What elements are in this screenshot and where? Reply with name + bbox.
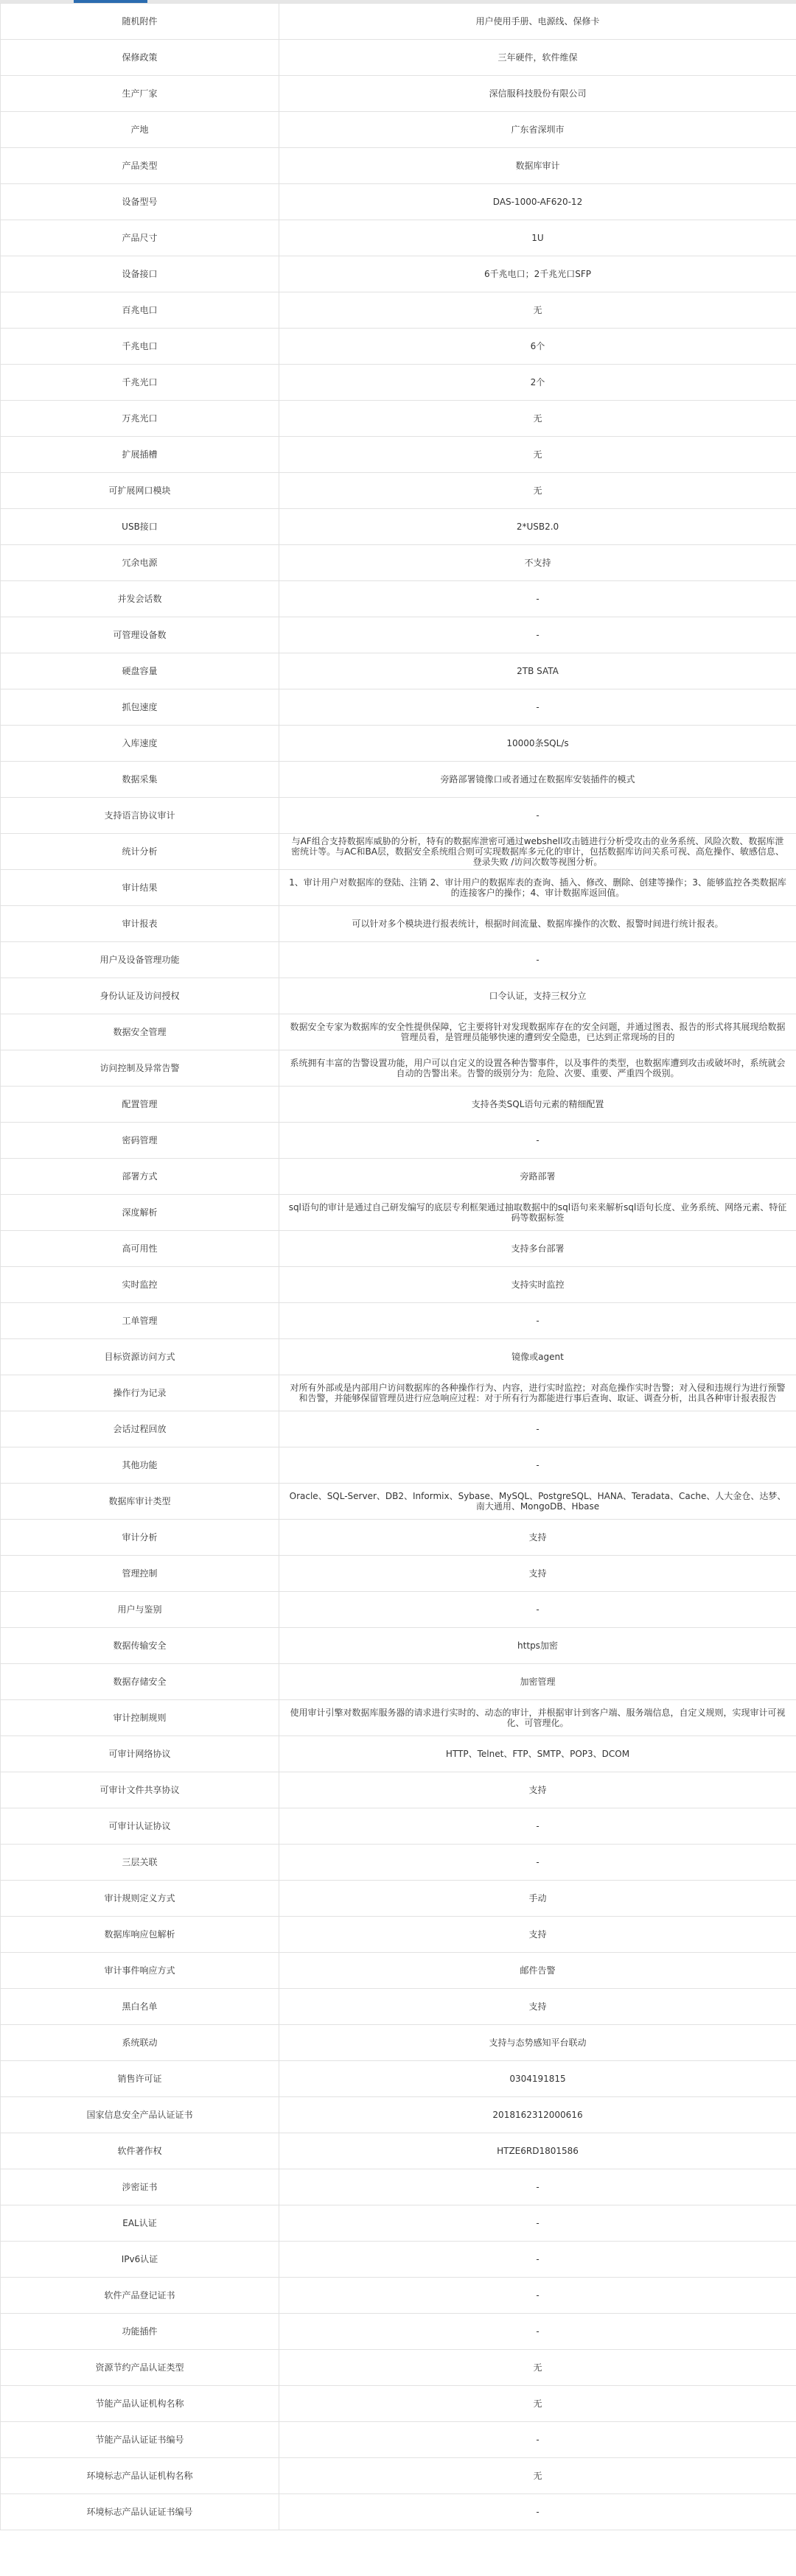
table-row (1, 689, 796, 726)
spec-value: - (279, 2422, 796, 2458)
spec-value: - (279, 942, 796, 978)
spec-key: 设备接口 (1, 256, 279, 292)
spec-value: 无 (279, 2386, 796, 2422)
table-row (1, 1050, 796, 1087)
spec-value: sql语句的审计是通过自己研发编写的底层专利框架通过抽取数据中的sql语句来来解析sql语句长度、业务系统、网络元素、特征码等数据标签 (279, 1195, 796, 1231)
spec-value: 系统拥有丰富的告警设置功能，用户可以自定义的设置各种告警事件，以及事件的类型，也数据库遭到攻击或破坏时，系统就会自动的告警出来。告警的级别分为：危险、次要、重要、严重四个级别。 (279, 1050, 796, 1087)
spec-key: 功能插件 (1, 2314, 279, 2350)
table-row (1, 726, 796, 762)
spec-key: 千兆电口 (1, 329, 279, 365)
spec-value: - (279, 2169, 796, 2205)
table-row (1, 4, 796, 40)
spec-key: 会话过程回放 (1, 1411, 279, 1447)
table-row (1, 2061, 796, 2097)
spec-key: 审计结果 (1, 870, 279, 906)
table-row (1, 1520, 796, 1556)
spec-value: https加密 (279, 1628, 796, 1664)
spec-key: 用户与鉴别 (1, 1592, 279, 1628)
spec-value: 支持实时监控 (279, 1267, 796, 1303)
spec-value: 2018162312000616 (279, 2097, 796, 2133)
table-row (1, 1087, 796, 1123)
table-row (1, 1123, 796, 1159)
spec-key: 密码管理 (1, 1123, 279, 1159)
spec-value: 支持 (279, 1917, 796, 1953)
table-row (1, 1881, 796, 1917)
spec-value: 2个 (279, 365, 796, 401)
spec-key: 生产厂家 (1, 76, 279, 112)
spec-value: HTZE6RD1801586 (279, 2133, 796, 2169)
table-row (1, 365, 796, 401)
table-row (1, 798, 796, 834)
table-row (1, 906, 796, 942)
table-row (1, 1917, 796, 1953)
spec-key: 黑白名单 (1, 1989, 279, 2025)
spec-key: 统计分析 (1, 834, 279, 870)
table-row (1, 2169, 796, 2205)
table-row (1, 256, 796, 292)
spec-value: DAS-1000-AF620-12 (279, 184, 796, 220)
spec-value: 无 (279, 437, 796, 473)
spec-table (0, 3, 796, 2530)
spec-table-body (1, 4, 796, 2530)
spec-key: 产品尺寸 (1, 220, 279, 256)
spec-value: 2*USB2.0 (279, 509, 796, 545)
spec-value: - (279, 1592, 796, 1628)
spec-key: 销售许可证 (1, 2061, 279, 2097)
spec-value: 不支持 (279, 545, 796, 581)
spec-key: 数据安全管理 (1, 1014, 279, 1050)
spec-value: - (279, 689, 796, 726)
spec-key: 硬盘容量 (1, 653, 279, 689)
spec-key: 并发会话数 (1, 581, 279, 617)
table-row (1, 220, 796, 256)
spec-key: 高可用性 (1, 1231, 279, 1267)
spec-value: - (279, 2205, 796, 2242)
spec-value: 6个 (279, 329, 796, 365)
spec-value: 旁路部署 (279, 1159, 796, 1195)
table-row (1, 2205, 796, 2242)
spec-key: 环境标志产品认证证书编号 (1, 2494, 279, 2530)
spec-key: 工单管理 (1, 1303, 279, 1339)
table-row (1, 2133, 796, 2169)
spec-value: - (279, 1123, 796, 1159)
table-row (1, 2422, 796, 2458)
spec-value: - (279, 1808, 796, 1845)
spec-key: 操作行为记录 (1, 1375, 279, 1411)
spec-key: 部署方式 (1, 1159, 279, 1195)
spec-key: 可扩展网口模块 (1, 473, 279, 509)
spec-key: 节能产品认证证书编号 (1, 2422, 279, 2458)
table-row (1, 437, 796, 473)
spec-key: 千兆光口 (1, 365, 279, 401)
spec-value: Oracle、SQL-Server、DB2、Informix、Sybase、MySQL、PostgreSQL、HANA、Teradata、Cache、人大金仓、达梦、南大通用、MongoDB、Hbase (279, 1484, 796, 1520)
spec-key: 软件著作权 (1, 2133, 279, 2169)
spec-value: 可以针对多个模块进行报表统计，根据时间流量、数据库操作的次数、报警时间进行统计报表。 (279, 906, 796, 942)
spec-key: 产地 (1, 112, 279, 148)
table-row (1, 1447, 796, 1484)
spec-key: 数据采集 (1, 762, 279, 798)
spec-key: 万兆光口 (1, 401, 279, 437)
table-row (1, 834, 796, 870)
spec-value: 口令认证，支持三权分立 (279, 978, 796, 1014)
table-row (1, 1411, 796, 1447)
spec-key: 冗余电源 (1, 545, 279, 581)
spec-key: 支持语言协议审计 (1, 798, 279, 834)
spec-key: 设备型号 (1, 184, 279, 220)
table-row (1, 1375, 796, 1411)
table-row (1, 762, 796, 798)
table-row (1, 2314, 796, 2350)
table-row (1, 1556, 796, 1592)
spec-value: 加密管理 (279, 1664, 796, 1700)
table-row (1, 1339, 796, 1375)
table-row (1, 942, 796, 978)
spec-value: - (279, 617, 796, 653)
table-row (1, 2025, 796, 2061)
spec-key: 百兆电口 (1, 292, 279, 329)
tab-bar (0, 0, 796, 3)
spec-key: 环境标志产品认证机构名称 (1, 2458, 279, 2494)
spec-key: 其他功能 (1, 1447, 279, 1484)
table-row (1, 1989, 796, 2025)
spec-value: 6千兆电口；2千兆光口SFP (279, 256, 796, 292)
spec-value: 支持 (279, 1989, 796, 2025)
spec-key: 数据库响应包解析 (1, 1917, 279, 1953)
spec-key: 随机附件 (1, 4, 279, 40)
table-row (1, 292, 796, 329)
spec-key: 目标资源访问方式 (1, 1339, 279, 1375)
spec-value: 镜像或agent (279, 1339, 796, 1375)
spec-key: 三层关联 (1, 1845, 279, 1881)
spec-key: 审计报表 (1, 906, 279, 942)
spec-value: 广东省深圳市 (279, 112, 796, 148)
spec-key: 数据库审计类型 (1, 1484, 279, 1520)
spec-key: 配置管理 (1, 1087, 279, 1123)
table-row (1, 1772, 796, 1808)
spec-key: IPv6认证 (1, 2242, 279, 2278)
spec-value: 无 (279, 2350, 796, 2386)
table-row (1, 509, 796, 545)
table-row (1, 2350, 796, 2386)
spec-value: 1、审计用户对数据库的登陆、注销 2、审计用户的数据库表的查询、插入、修改、删除、创建等操作；3、能够监控各类数据库的连接客户的操作；4、审计数据库返回值。 (279, 870, 796, 906)
spec-value: - (279, 2278, 796, 2314)
table-row (1, 1484, 796, 1520)
table-row (1, 617, 796, 653)
spec-key: 身份认证及访问授权 (1, 978, 279, 1014)
spec-key: 系统联动 (1, 2025, 279, 2061)
spec-key: 实时监控 (1, 1267, 279, 1303)
spec-value: 与AF组合支持数据库威胁的分析，特有的数据库泄密可通过webshell攻击链进行分析受攻击的业务系统、风险次数、数据库泄密统计等。与AC和BA层，数据安全系统组合则可实现数据库多元化的审计，包括数据库访问关系可视、高危操作、敏感信息、登录失败 /访问次数等视图分析。 (279, 834, 796, 870)
spec-value: 2TB SATA (279, 653, 796, 689)
table-row (1, 2278, 796, 2314)
table-row (1, 1014, 796, 1050)
spec-key: 扩展插槽 (1, 437, 279, 473)
table-row (1, 581, 796, 617)
spec-key: 入库速度 (1, 726, 279, 762)
spec-key: 涉密证书 (1, 2169, 279, 2205)
table-row (1, 2242, 796, 2278)
spec-value: 用户使用手册、电源线、保修卡 (279, 4, 796, 40)
spec-value: - (279, 2242, 796, 2278)
table-row (1, 1195, 796, 1231)
spec-key: 数据存储安全 (1, 1664, 279, 1700)
table-row (1, 148, 796, 184)
spec-value: 无 (279, 473, 796, 509)
spec-value: - (279, 1303, 796, 1339)
spec-value: 支持各类SQL语句元素的精细配置 (279, 1087, 796, 1123)
table-row (1, 870, 796, 906)
spec-value: 支持 (279, 1556, 796, 1592)
spec-value: 数据安全专家为数据库的安全性提供保障，它主要将针对发现数据库存在的安全问题，并通过图表、报告的形式将其展现给数据管理员看，是管理员能够快速的遭到安全隐患，已达到正常现场的目的 (279, 1014, 796, 1050)
spec-key: 产品类型 (1, 148, 279, 184)
spec-value: - (279, 798, 796, 834)
spec-key: USB接口 (1, 509, 279, 545)
spec-value: HTTP、Telnet、FTP、SMTP、POP3、DCOM (279, 1736, 796, 1772)
spec-value: 支持 (279, 1772, 796, 1808)
table-row (1, 76, 796, 112)
spec-key: 审计控制规则 (1, 1700, 279, 1736)
spec-key: 管理控制 (1, 1556, 279, 1592)
table-row (1, 2494, 796, 2530)
spec-value: - (279, 1411, 796, 1447)
table-row (1, 1231, 796, 1267)
spec-value: 支持 (279, 1520, 796, 1556)
table-row (1, 1628, 796, 1664)
spec-value: 旁路部署镜像口或者通过在数据库安装插件的模式 (279, 762, 796, 798)
table-row (1, 1664, 796, 1700)
spec-key: 可管理设备数 (1, 617, 279, 653)
spec-key: 审计事件响应方式 (1, 1953, 279, 1989)
table-row (1, 112, 796, 148)
table-row (1, 1303, 796, 1339)
table-row (1, 184, 796, 220)
spec-key: 保修政策 (1, 40, 279, 76)
table-row (1, 1700, 796, 1736)
table-row (1, 1845, 796, 1881)
spec-key: 访问控制及异常告警 (1, 1050, 279, 1087)
spec-value: 10000条SQL/s (279, 726, 796, 762)
spec-value: 0304191815 (279, 2061, 796, 2097)
table-row (1, 40, 796, 76)
spec-key: 可审计认证协议 (1, 1808, 279, 1845)
spec-value: - (279, 2494, 796, 2530)
spec-value: 无 (279, 2458, 796, 2494)
spec-key: 抓包速度 (1, 689, 279, 726)
table-row (1, 2458, 796, 2494)
spec-value: 1U (279, 220, 796, 256)
spec-value: 使用审计引擎对数据库服务器的请求进行实时的、动态的审计，并根据审计到客户端、服务端信息，自定义规则，实现审计可视化、可管理化。 (279, 1700, 796, 1736)
table-row (1, 545, 796, 581)
spec-key: 可审计文件共享协议 (1, 1772, 279, 1808)
spec-value: 深信服科技股份有限公司 (279, 76, 796, 112)
spec-value: 对所有外部或是内部用户访问数据库的各种操作行为、内容，进行实时监控；对高危操作实时告警；对入侵和违规行为进行预警和告警，并能够保留管理员进行应急响应过程：对于所有行为都能进行事后查询、取证、调查分析，出具各种审计报表报告 (279, 1375, 796, 1411)
spec-value: - (279, 581, 796, 617)
spec-value: 数据库审计 (279, 148, 796, 184)
table-row (1, 653, 796, 689)
spec-key: 国家信息安全产品认证证书 (1, 2097, 279, 2133)
table-row (1, 1592, 796, 1628)
spec-key: 审计规则定义方式 (1, 1881, 279, 1917)
spec-value: - (279, 1447, 796, 1484)
table-row (1, 1159, 796, 1195)
table-row (1, 473, 796, 509)
spec-key: 深度解析 (1, 1195, 279, 1231)
spec-value: - (279, 1845, 796, 1881)
table-row (1, 1808, 796, 1845)
spec-value: 三年硬件，软件维保 (279, 40, 796, 76)
table-row (1, 1267, 796, 1303)
spec-key: 数据传输安全 (1, 1628, 279, 1664)
table-row (1, 1953, 796, 1989)
table-row (1, 1736, 796, 1772)
spec-key: 节能产品认证机构名称 (1, 2386, 279, 2422)
spec-value: 无 (279, 292, 796, 329)
table-row (1, 401, 796, 437)
spec-value: 手动 (279, 1881, 796, 1917)
spec-key: 可审计网络协议 (1, 1736, 279, 1772)
spec-key: 用户及设备管理功能 (1, 942, 279, 978)
spec-value: 支持与态势感知平台联动 (279, 2025, 796, 2061)
spec-key: 资源节约产品认证类型 (1, 2350, 279, 2386)
table-row (1, 2386, 796, 2422)
spec-value: 邮件告警 (279, 1953, 796, 1989)
spec-key: EAL认证 (1, 2205, 279, 2242)
table-row (1, 329, 796, 365)
spec-key: 审计分析 (1, 1520, 279, 1556)
spec-value: 无 (279, 401, 796, 437)
spec-key: 软件产品登记证书 (1, 2278, 279, 2314)
spec-value: 支持多台部署 (279, 1231, 796, 1267)
table-row (1, 978, 796, 1014)
table-row (1, 2097, 796, 2133)
spec-value: - (279, 2314, 796, 2350)
active-tab-indicator[interactable] (74, 0, 147, 3)
